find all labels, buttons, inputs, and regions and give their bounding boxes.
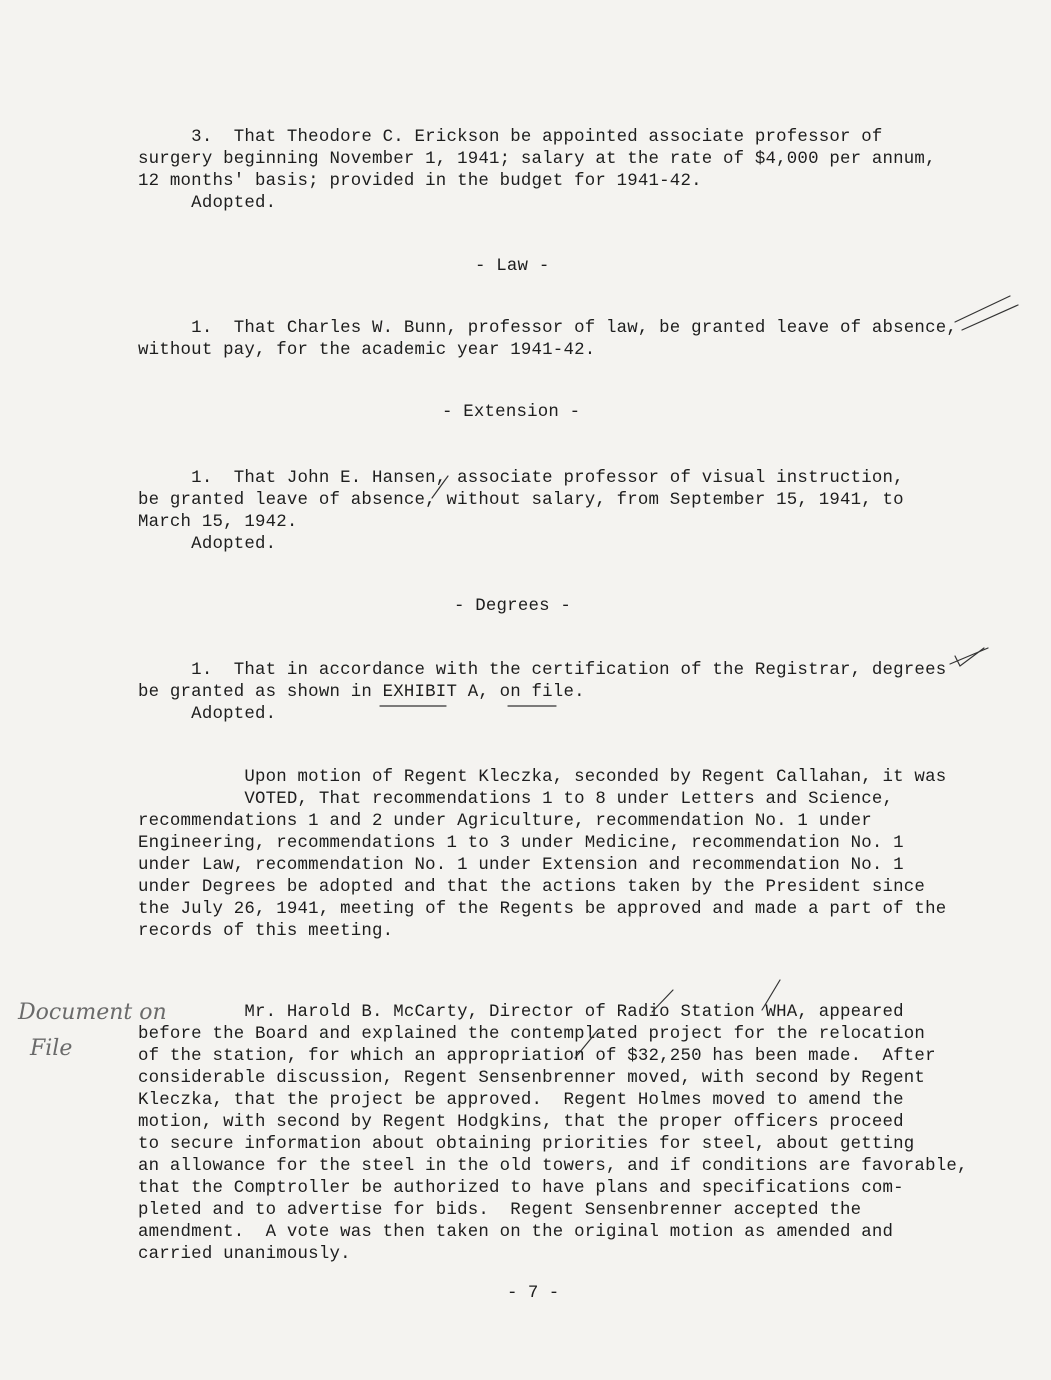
paragraph-line: amendment. A vote was then taken on the original motion as amended and (138, 1223, 894, 1242)
paragraph-line: VOTED, That recommendations 1 to 8 under Letters and Science, (138, 790, 894, 809)
paragraph-line: recommendations 1 and 2 under Agriculture, recommendation No. 1 under (138, 812, 872, 831)
paragraph-line: surgery beginning November 1, 1941; salary at the rate of $4,000 per annum, (138, 150, 936, 169)
paragraph-line: before the Board and explained the contemplated project for the relocation (138, 1025, 926, 1044)
section-heading-degrees: - Degrees - (454, 597, 571, 616)
checkmark-icon (955, 648, 984, 666)
paragraph-line: 1. That John E. Hansen, associate professor of visual instruction, (138, 469, 904, 488)
paragraph-line: 12 months' basis; provided in the budget for 1941-42. (138, 172, 702, 191)
checkmark-icon (652, 990, 673, 1012)
paragraph-line: March 15, 1942. (138, 513, 298, 532)
paragraph-line: that the Comptroller be authorized to have plans and specifications com- (138, 1179, 904, 1198)
paragraph-line: 1. That Charles W. Bunn, professor of law, be granted leave of absence, (138, 319, 957, 338)
paragraph-line: under Degrees be adopted and that the actions taken by the President since (138, 878, 926, 897)
adopted-line: Adopted. (138, 535, 277, 554)
handwritten-margin-note: File (30, 1036, 73, 1061)
checkmark-icon (962, 305, 1018, 330)
checkmark-icon (762, 980, 780, 1010)
paragraph-line: Kleczka, that the project be approved. Regent Holmes moved to amend the (138, 1091, 904, 1110)
paragraph-line: under Law, recommendation No. 1 under Extension and recommendation No. 1 (138, 856, 904, 875)
paragraph-line: motion, with second by Regent Hodgkins, that the proper officers proceed (138, 1113, 904, 1132)
checkmark-icon (432, 476, 448, 498)
paragraph-line: an allowance for the steel in the old towers, and if conditions are favorable, (138, 1157, 968, 1176)
page-number: - 7 - (507, 1284, 560, 1303)
paragraph-line: to secure information about obtaining priorities for steel, about getting (138, 1135, 915, 1154)
checkmark-icon (950, 648, 988, 664)
paragraph-line: Upon motion of Regent Kleczka, seconded by Regent Callahan, it was (138, 768, 947, 787)
handwritten-margin-note: Document on (18, 1000, 167, 1025)
paragraph-line: without pay, for the academic year 1941-42. (138, 341, 596, 360)
adopted-line: Adopted. (138, 705, 277, 724)
paragraph-line: be granted as shown in EXHIBIT A, on file. (138, 683, 585, 702)
paragraph-line: carried unanimously. (138, 1245, 351, 1264)
paragraph-line: Engineering, recommendations 1 to 3 under Medicine, recommendation No. 1 (138, 834, 904, 853)
paragraph-line: 3. That Theodore C. Erickson be appointed associate professor of (138, 128, 883, 147)
checkmark-icon (955, 296, 1010, 322)
paragraph-line: 1. That in accordance with the certification of the Registrar, degrees (138, 661, 947, 680)
paragraph-line: the July 26, 1941, meeting of the Regents be approved and made a part of the (138, 900, 947, 919)
paragraph-line: records of this meeting. (138, 922, 394, 941)
adopted-line: Adopted. (138, 194, 277, 213)
paragraph-line: pleted and to advertise for bids. Regent Sensenbrenner accepted the (138, 1201, 862, 1220)
paragraph-line: of the station, for which an appropriation of $32,250 has been made. After (138, 1047, 936, 1066)
checkmark-icon (575, 1030, 598, 1058)
paragraph-line: be granted leave of absence, without salary, from September 15, 1941, to (138, 491, 904, 510)
paragraph-line: considerable discussion, Regent Sensenbrenner moved, with second by Regent (138, 1069, 926, 1088)
section-heading-law: - Law - (475, 257, 550, 276)
section-heading-extension: - Extension - (442, 403, 581, 422)
paragraph-line: Mr. Harold B. McCarty, Director of Radio Station WHA, appeared (138, 1003, 904, 1022)
